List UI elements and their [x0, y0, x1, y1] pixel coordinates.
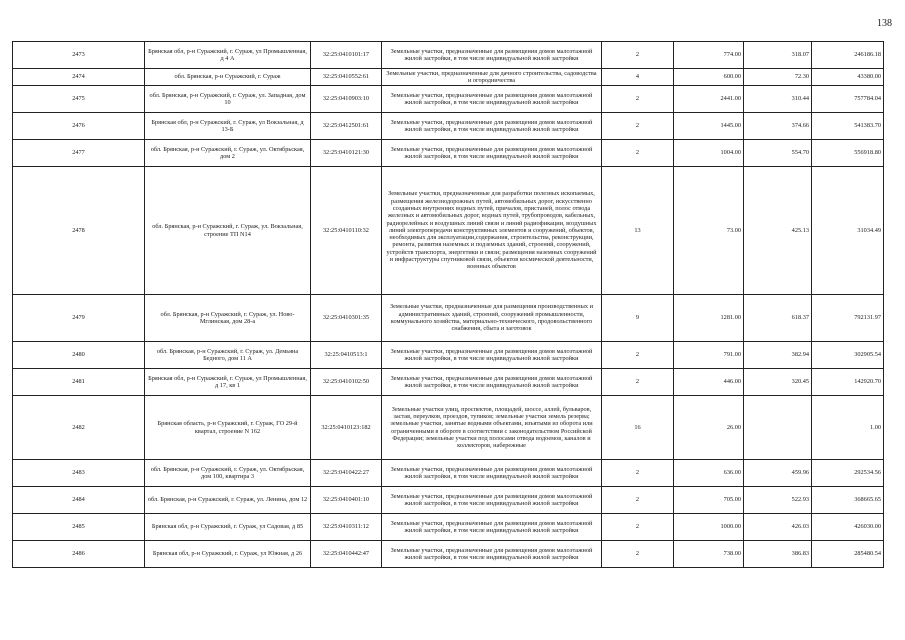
table-row — [13, 460, 884, 487]
specific-value-cell: 374.66 — [744, 113, 812, 140]
table-row — [13, 342, 884, 369]
specific-value-cell: 618.37 — [744, 295, 812, 342]
group-cell: 2 — [602, 113, 674, 140]
address-cell: обл. Брянская, р-н Суражский, г. Сураж, ул. Демьяна Бедного, дом 11 А — [145, 342, 311, 369]
table-row — [13, 295, 884, 342]
cadastral-number-cell: 32:25:0412501:61 — [311, 113, 382, 140]
group-cell: 2 — [602, 342, 674, 369]
cadastral-number-cell: 32:25:0410442:47 — [311, 541, 382, 568]
area-cell: 26.00 — [674, 396, 744, 460]
land-use-cell: Земельные участки, предназначенные для размещения домов малоэтажной жилой застройки, в том числе индивидуальной жилой застройки — [382, 140, 602, 167]
land-use-cell: Земельные участки улиц, проспектов, площадей, шоссе, аллей, бульваров, застав, переулков, проездов, тупиков; земельные участки земель резерва; земельные участки, занятые водными объектами, изъятыми из оборота или ограниченными в обороте в соответствии с законодательством Российской Федерации; земельные участки под полосами отвода водоемов, каналов и коллекторов, набережные — [382, 396, 602, 460]
area-cell: 791.00 — [674, 342, 744, 369]
cadastral-value-cell: 302905.54 — [812, 342, 884, 369]
cadastral-value-cell: 757784.04 — [812, 86, 884, 113]
specific-value-cell: 554.70 — [744, 140, 812, 167]
area-cell: 1445.00 — [674, 113, 744, 140]
land-use-cell: Земельные участки, предназначенные для размещения домов малоэтажной жилой застройки, в том числе индивидуальной жилой застройки — [382, 487, 602, 514]
cadastral-number-cell: 32:25:0410301:35 — [311, 295, 382, 342]
cadastral-value-cell: 31034.49 — [812, 167, 884, 295]
page-number: 138 — [877, 18, 892, 29]
row-number: 2484 — [13, 487, 145, 514]
area-cell: 1004.00 — [674, 140, 744, 167]
land-use-cell: Земельные участки, предназначенные для размещения домов малоэтажной жилой застройки, в том числе индивидуальной жилой застройки — [382, 342, 602, 369]
group-cell: 2 — [602, 86, 674, 113]
area-cell: 774.00 — [674, 42, 744, 69]
address-cell: Брянская обл, р-н Суражский, г. Сураж, ул Южная, д 26 — [145, 541, 311, 568]
address-cell: обл. Брянская, р-н Суражский, г. Сураж, ул. Октябрьская, дом 2 — [145, 140, 311, 167]
cadastral-value-cell: 368665.65 — [812, 487, 884, 514]
row-number: 2481 — [13, 369, 145, 396]
specific-value-cell: 459.96 — [744, 460, 812, 487]
cadastral-value-cell: 285480.54 — [812, 541, 884, 568]
cadastral-value-cell: 142920.70 — [812, 369, 884, 396]
specific-value-cell: 426.03 — [744, 514, 812, 541]
group-cell: 16 — [602, 396, 674, 460]
area-cell: 705.00 — [674, 487, 744, 514]
row-number: 2486 — [13, 541, 145, 568]
row-number: 2485 — [13, 514, 145, 541]
cadastral-value-cell: 43380.00 — [812, 69, 884, 86]
specific-value-cell: 522.93 — [744, 487, 812, 514]
table-row — [13, 541, 884, 568]
table-body — [13, 42, 884, 568]
address-cell: Брянская обл, р-н Суражский, г. Сураж, ул Промышленная, д 17, кв 1 — [145, 369, 311, 396]
specific-value-cell: 425.13 — [744, 167, 812, 295]
row-number: 2479 — [13, 295, 145, 342]
cadastral-value-cell: 792131.97 — [812, 295, 884, 342]
address-cell: Брянская обл, р-н Суражский, г. Сураж, ул Вокзальная, д 13-Б — [145, 113, 311, 140]
address-cell: Брянская обл, р-н Суражский, г. Сураж, ул Промышленная, д 4 А — [145, 42, 311, 69]
land-use-cell: Земельные участки, предназначенные для размещения домов малоэтажной жилой застройки, в том числе индивидуальной жилой застройки — [382, 541, 602, 568]
cadastral-number-cell: 32:25:0410311:12 — [311, 514, 382, 541]
cadastral-number-cell: 32:25:0410101:17 — [311, 42, 382, 69]
cadastral-value-table — [12, 41, 884, 568]
table-row — [13, 69, 884, 86]
group-cell: 2 — [602, 42, 674, 69]
table-row — [13, 140, 884, 167]
area-cell: 1281.00 — [674, 295, 744, 342]
cadastral-number-cell: 32:25:0410110:32 — [311, 167, 382, 295]
specific-value-cell: 310.44 — [744, 86, 812, 113]
group-cell: 2 — [602, 460, 674, 487]
land-use-cell: Земельные участки, предназначенные для размещения домов малоэтажной жилой застройки, в том числе индивидуальной жилой застройки — [382, 86, 602, 113]
land-use-cell: Земельные участки, предназначенные для дачного строительства, садоводства и огородничества — [382, 69, 602, 86]
table-row — [13, 396, 884, 460]
table-row — [13, 113, 884, 140]
table-row — [13, 514, 884, 541]
cadastral-value-cell: 426030.00 — [812, 514, 884, 541]
row-number: 2477 — [13, 140, 145, 167]
cadastral-value-cell: 556918.80 — [812, 140, 884, 167]
specific-value-cell: 382.94 — [744, 342, 812, 369]
area-cell: 1000.00 — [674, 514, 744, 541]
area-cell: 73.00 — [674, 167, 744, 295]
area-cell: 600.00 — [674, 69, 744, 86]
area-cell: 2441.00 — [674, 86, 744, 113]
group-cell: 2 — [602, 541, 674, 568]
area-cell: 636.00 — [674, 460, 744, 487]
address-cell: обл. Брянская, р-н Суражский, г. Сураж, ул. Ленина, дом 12 — [145, 487, 311, 514]
cadastral-number-cell: 32:25:0410123:182 — [311, 396, 382, 460]
group-cell: 2 — [602, 487, 674, 514]
address-cell: обл. Брянская, р-н Суражский, г. Сураж, ул. Октябрьская, дом 100, квартира 3 — [145, 460, 311, 487]
table-row — [13, 487, 884, 514]
group-cell: 4 — [602, 69, 674, 86]
cadastral-number-cell: 32:25:0410401:10 — [311, 487, 382, 514]
row-number: 2483 — [13, 460, 145, 487]
area-cell: 446.00 — [674, 369, 744, 396]
land-use-cell: Земельные участки, предназначенные для размещения домов малоэтажной жилой застройки, в том числе индивидуальной жилой застройки — [382, 514, 602, 541]
row-number: 2474 — [13, 69, 145, 86]
group-cell: 2 — [602, 369, 674, 396]
cadastral-number-cell: 32:25:0410903:10 — [311, 86, 382, 113]
cadastral-number-cell: 32:25:0410552:61 — [311, 69, 382, 86]
table-row — [13, 42, 884, 69]
land-use-cell: Земельные участки, предназначенные для размещения производственных и административных зданий, строений, сооружений промышленности, коммунального хозяйства, материально-технического, продовольственного снабжения, сбыта и заготовок — [382, 295, 602, 342]
address-cell: Брянская область, р-н Суражский, г. Сураж, ГО 29-й квартал, строение N 162 — [145, 396, 311, 460]
group-cell: 13 — [602, 167, 674, 295]
table-row — [13, 369, 884, 396]
group-cell: 2 — [602, 140, 674, 167]
row-number: 2475 — [13, 86, 145, 113]
specific-value-cell: 72.30 — [744, 69, 812, 86]
cadastral-value-cell: 246186.18 — [812, 42, 884, 69]
table-row — [13, 167, 884, 295]
specific-value-cell: 320.45 — [744, 369, 812, 396]
cadastral-value-cell: 1.00 — [812, 396, 884, 460]
address-cell: обл. Брянская, р-н Суражский, г. Сураж, ул. Ново-Мглинская, дом 28-а — [145, 295, 311, 342]
row-number: 2482 — [13, 396, 145, 460]
cadastral-number-cell: 32:25:0410121:30 — [311, 140, 382, 167]
row-number: 2476 — [13, 113, 145, 140]
cadastral-value-cell: 541383.70 — [812, 113, 884, 140]
group-cell: 2 — [602, 514, 674, 541]
land-use-cell: Земельные участки, предназначенные для размещения домов малоэтажной жилой застройки, в том числе индивидуальной жилой застройки — [382, 460, 602, 487]
address-cell: обл. Брянская, р-н Суражский, г. Сураж — [145, 69, 311, 86]
specific-value-cell: 318.07 — [744, 42, 812, 69]
land-use-cell: Земельные участки, предназначенные для размещения домов малоэтажной жилой застройки, в том числе индивидуальной жилой застройки — [382, 113, 602, 140]
cadastral-number-cell: 32:25:0410513:1 — [311, 342, 382, 369]
table-row — [13, 86, 884, 113]
row-number: 2480 — [13, 342, 145, 369]
cadastral-number-cell: 32:25:0410102:50 — [311, 369, 382, 396]
cadastral-number-cell: 32:25:0410422:27 — [311, 460, 382, 487]
area-cell: 738.00 — [674, 541, 744, 568]
cadastral-value-cell: 292534.56 — [812, 460, 884, 487]
land-use-cell: Земельные участки, предназначенные для разработки полезных ископаемых, размещения железнодорожных путей, автомобильных дорог, искусственно созданных внутренних водных путей, причалов, пристаней, полос отвода железных и автомобильных дорог, водных путей, трубопроводов, кабельных, радиорелейных и воздушных линий связи и линий радиофикации, воздушных линий электропередачи конструктивных элементов и сооружений, объектов, необходимых для эксплуатации,содержания, строительства, реконструкции, ремонта, развития наземных и подземных зданий, строений, сооружений, устройств транспорта, энергетики и связи; размещения наземных сооружений и инфраструктуры спутниковой связи, объектов космической деятельности, военных объектов — [382, 167, 602, 295]
land-use-cell: Земельные участки, предназначенные для размещения домов малоэтажной жилой застройки, в том числе индивидуальной жилой застройки — [382, 42, 602, 69]
group-cell: 9 — [602, 295, 674, 342]
row-number: 2473 — [13, 42, 145, 69]
row-number: 2478 — [13, 167, 145, 295]
address-cell: Брянская обл, р-н Суражский, г. Сураж, ул Садовая, д 85 — [145, 514, 311, 541]
address-cell: обл. Брянская, р-н Суражский, г. Сураж, ул. Западная, дом 10 — [145, 86, 311, 113]
address-cell: обл. Брянская, р-н Суражский, г. Сураж, ул. Вокзальная, строение ТП N14 — [145, 167, 311, 295]
specific-value-cell — [744, 396, 812, 460]
land-use-cell: Земельные участки, предназначенные для размещения домов малоэтажной жилой застройки, в том числе индивидуальной жилой застройки — [382, 369, 602, 396]
specific-value-cell: 386.83 — [744, 541, 812, 568]
